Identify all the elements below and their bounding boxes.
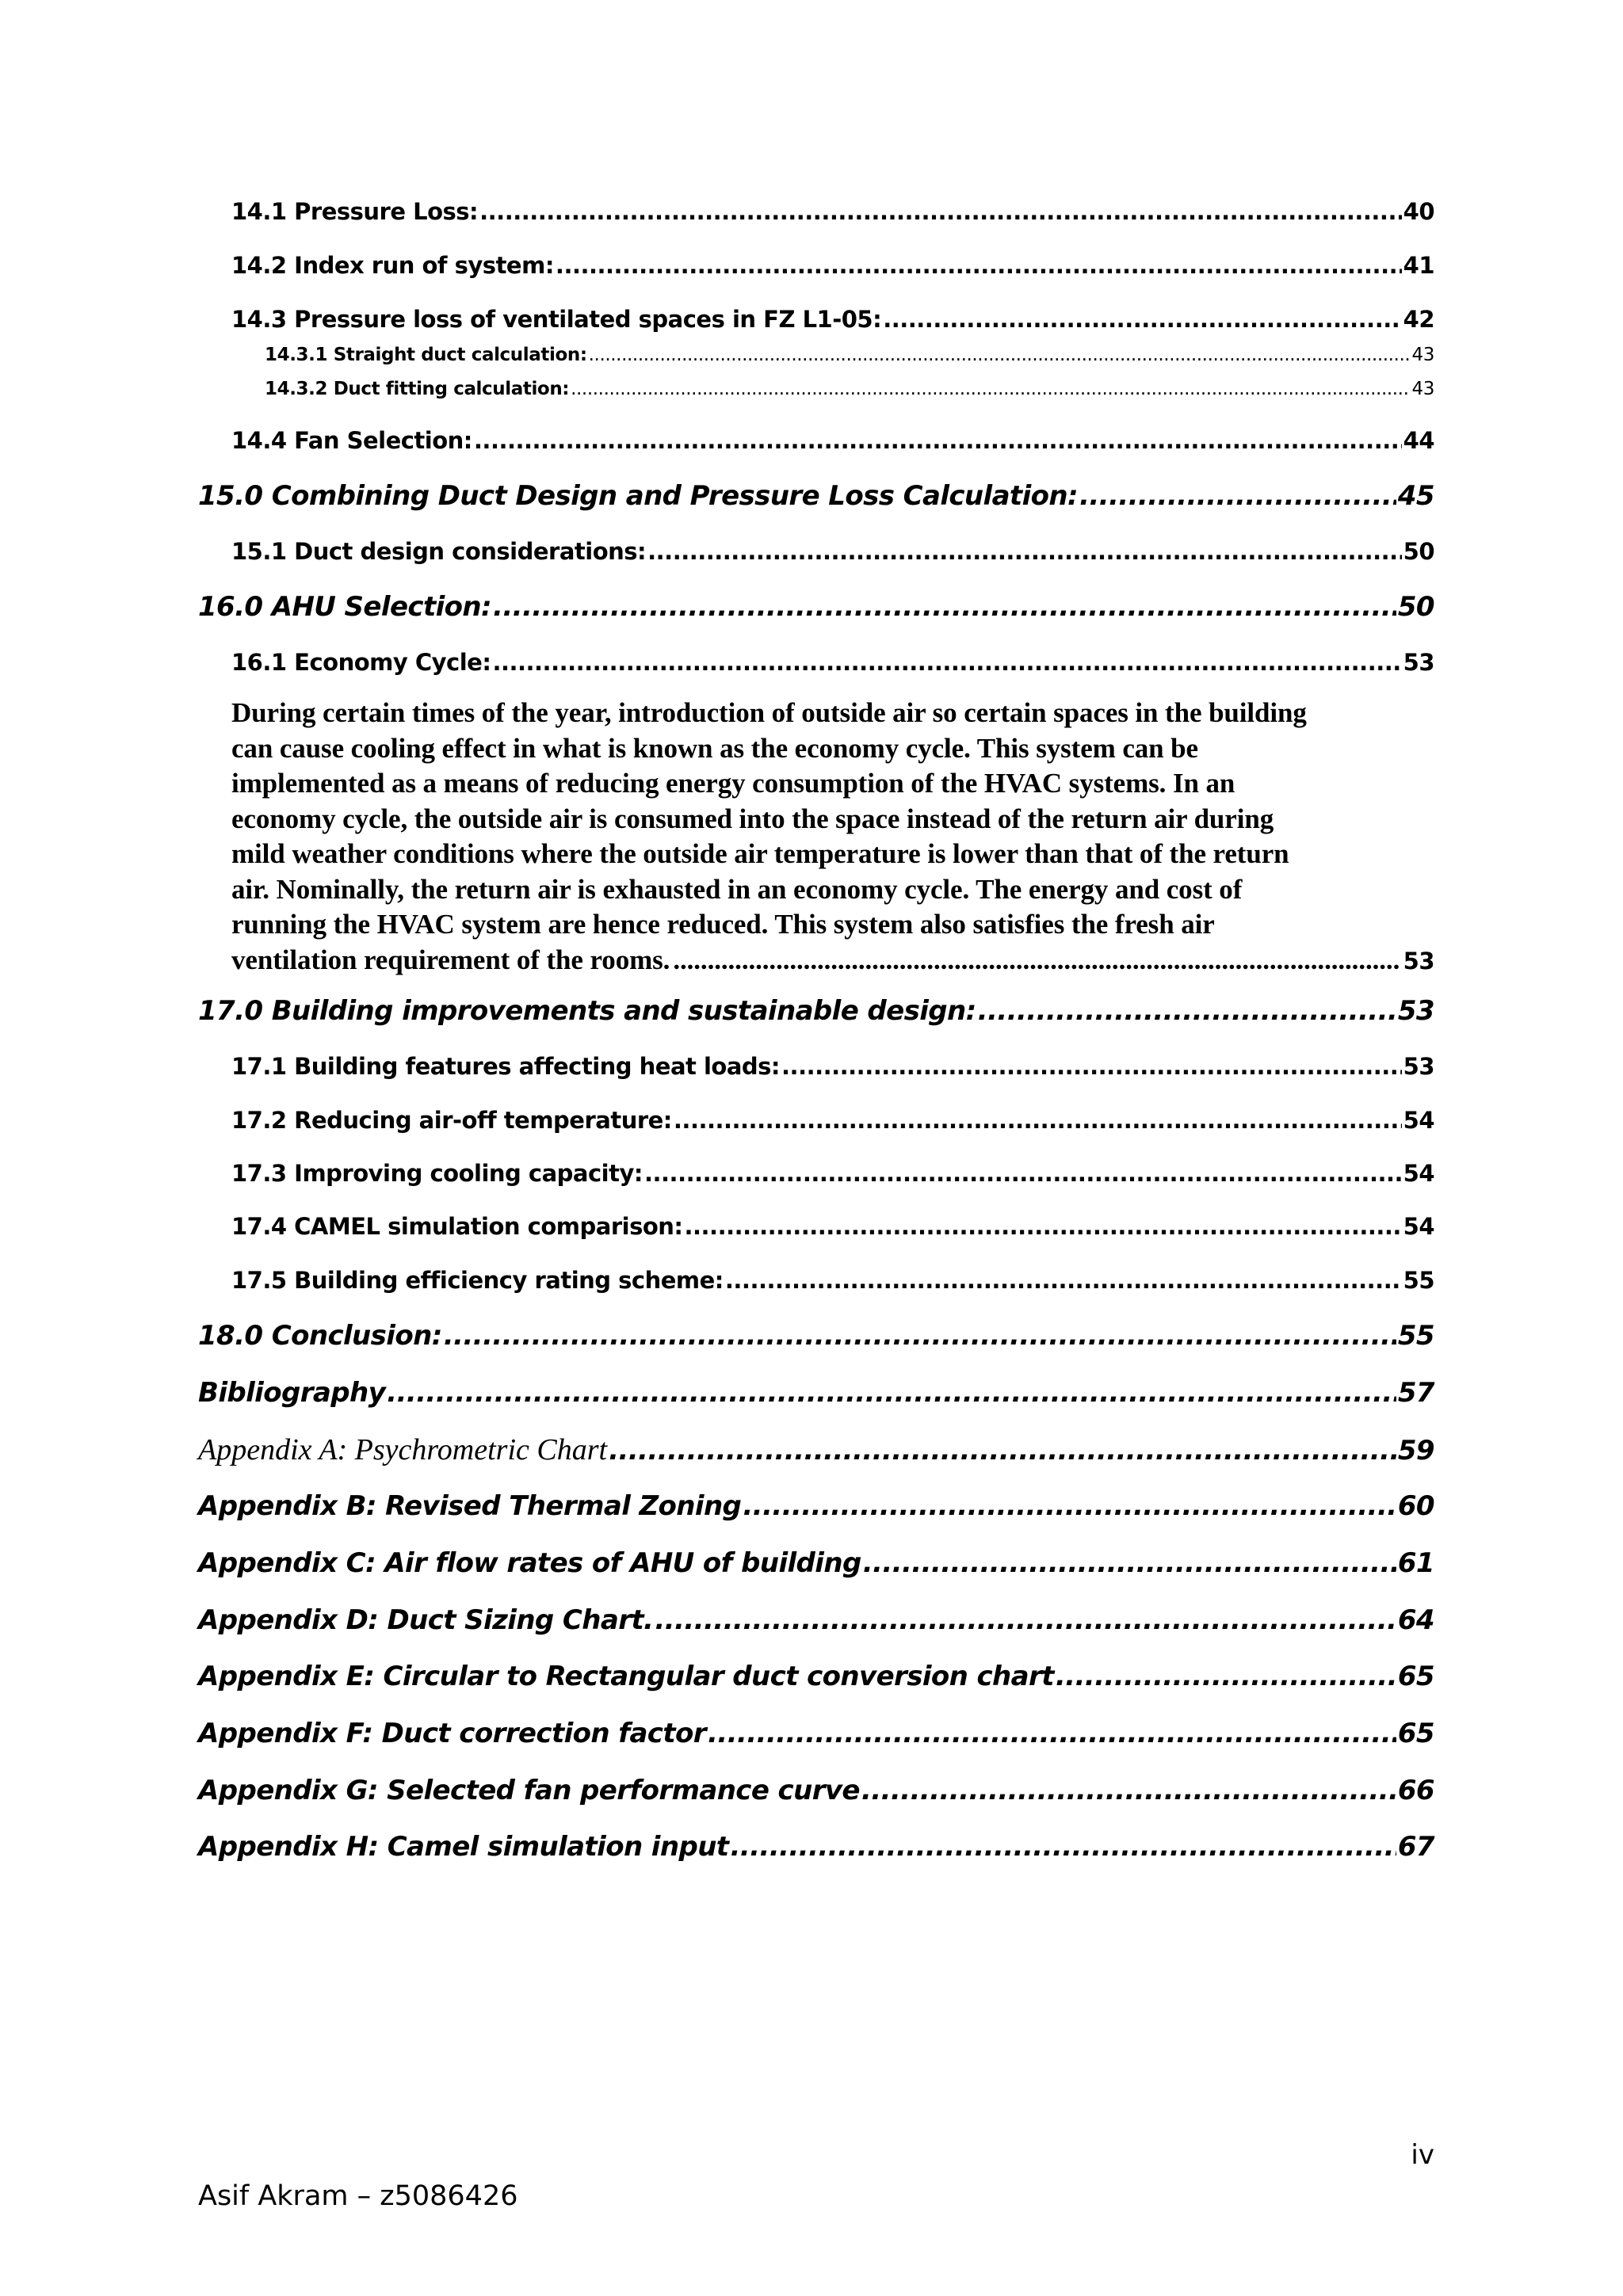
toc-entry-page: 41 bbox=[1403, 252, 1434, 279]
paragraph-line: implemented as a means of reducing energy consumption of the HVAC systems. In an bbox=[231, 768, 1235, 799]
toc-entry-page: 60 bbox=[1397, 1490, 1434, 1522]
toc-entry[interactable] bbox=[198, 427, 1434, 454]
toc-entry[interactable] bbox=[198, 345, 1434, 365]
dot-leader bbox=[444, 1320, 1396, 1352]
toc-entry-page: 45 bbox=[1397, 480, 1434, 512]
toc-entry-page: 54 bbox=[1403, 1107, 1434, 1134]
paragraph-line: mild weather conditions where the outside air temperature is lower than that of the return bbox=[231, 838, 1289, 869]
toc-entry-title: 17.4 CAMEL simulation comparison: bbox=[231, 1213, 683, 1240]
toc-entry[interactable] bbox=[198, 649, 1434, 676]
toc-entry[interactable] bbox=[198, 1547, 1434, 1579]
toc-entry-title: 16.1 Economy Cycle: bbox=[231, 649, 491, 676]
toc-entry[interactable] bbox=[198, 379, 1434, 399]
toc-entry-page: 50 bbox=[1403, 538, 1434, 565]
toc-entry-title: 14.3.1 Straight duct calculation: bbox=[265, 345, 587, 365]
footer-author: Asif Akram – z5086426 bbox=[198, 2180, 518, 2212]
dot-leader bbox=[708, 1718, 1396, 1749]
paragraph-line: During certain times of the year, introduction of outside air so certain spaces in the building bbox=[231, 697, 1307, 728]
toc-entry-page: 53 bbox=[1403, 649, 1434, 676]
toc-entry-page: 50 bbox=[1397, 591, 1434, 623]
toc-entry-title: Appendix C: Air flow rates of AHU of building bbox=[198, 1547, 861, 1579]
dot-leader bbox=[743, 1490, 1396, 1522]
toc-entry-page: 54 bbox=[1403, 1213, 1434, 1240]
dot-leader bbox=[655, 1604, 1396, 1636]
dot-leader bbox=[609, 1435, 1396, 1466]
toc-entry-title: Appendix B: Revised Thermal Zoning bbox=[198, 1490, 742, 1522]
toc-entry[interactable] bbox=[198, 1107, 1434, 1134]
dot-leader bbox=[673, 943, 1400, 978]
paragraph-line: ventilation requirement of the rooms. bbox=[231, 944, 670, 975]
toc-entry[interactable] bbox=[198, 1160, 1434, 1187]
dot-leader bbox=[387, 1377, 1396, 1409]
toc-entry-title: 18.0 Conclusion: bbox=[198, 1320, 442, 1352]
toc-entry-title: Appendix F: Duct correction factor bbox=[198, 1718, 706, 1749]
toc-entry-title: Appendix D: Duct Sizing Chart. bbox=[198, 1604, 654, 1636]
toc-entry-page: 67 bbox=[1397, 1831, 1434, 1863]
toc-entry-page: 53 bbox=[1403, 1053, 1434, 1080]
dot-leader bbox=[863, 1547, 1396, 1579]
toc-entry[interactable] bbox=[198, 1377, 1434, 1409]
toc-entry-page: 55 bbox=[1397, 1320, 1434, 1352]
toc-entry-page: 65 bbox=[1397, 1718, 1434, 1749]
toc-entry[interactable] bbox=[198, 538, 1434, 565]
toc-entry-page: 53 bbox=[1403, 947, 1434, 974]
toc-entry-title: 15.1 Duct design considerations: bbox=[231, 538, 647, 565]
toc-entry-title: 17.2 Reducing air-off temperature: bbox=[231, 1107, 672, 1134]
toc-entry-page: 42 bbox=[1403, 306, 1434, 333]
toc-entry[interactable] bbox=[198, 1213, 1434, 1240]
paragraph-line: can cause cooling effect in what is known as the economy cycle. This system can be bbox=[231, 732, 1198, 764]
toc-entry[interactable] bbox=[198, 1604, 1434, 1636]
toc-entry-title: 14.4 Fan Selection: bbox=[231, 427, 472, 454]
toc-entry-page: 54 bbox=[1403, 1160, 1434, 1187]
toc-entry-title: 16.0 AHU Selection: bbox=[198, 591, 492, 623]
toc-entry-page: 66 bbox=[1397, 1775, 1434, 1806]
dot-leader bbox=[571, 379, 1410, 399]
toc-entry-title: 14.1 Pressure Loss: bbox=[231, 198, 479, 225]
dot-leader bbox=[1056, 1661, 1396, 1692]
dot-leader bbox=[479, 198, 1402, 225]
page-number: iv bbox=[1411, 2139, 1434, 2171]
toc-entry[interactable] bbox=[198, 1490, 1434, 1522]
toc-entry[interactable] bbox=[198, 1831, 1434, 1863]
toc-entry-title: 14.2 Index run of system: bbox=[231, 252, 554, 279]
toc-entry[interactable] bbox=[198, 1775, 1434, 1806]
toc-entry-page: 59 bbox=[1397, 1435, 1434, 1466]
toc-entry-page: 65 bbox=[1397, 1661, 1434, 1692]
toc-entry-title: Bibliography bbox=[198, 1377, 386, 1409]
dot-leader bbox=[685, 1213, 1402, 1240]
toc-entry-page: 40 bbox=[1403, 198, 1434, 225]
toc-entry[interactable] bbox=[198, 198, 1434, 225]
dot-leader bbox=[589, 345, 1411, 365]
toc-entry-page: 57 bbox=[1397, 1377, 1434, 1409]
toc-entry-title: 17.5 Building efficiency rating scheme: bbox=[231, 1267, 724, 1294]
dot-leader bbox=[978, 995, 1396, 1027]
dot-leader bbox=[730, 1831, 1396, 1863]
toc-entry-title: Appendix G: Selected fan performance curve bbox=[198, 1775, 860, 1806]
toc-entry-title: Appendix A: Psychrometric Chart bbox=[198, 1433, 608, 1466]
toc-entry[interactable] bbox=[198, 1320, 1434, 1352]
dot-leader bbox=[644, 1160, 1402, 1187]
toc-entry[interactable] bbox=[198, 252, 1434, 279]
toc-entry-page: 64 bbox=[1397, 1604, 1434, 1636]
paragraph-line: running the HVAC system are hence reduced. This system also satisfies the fresh air bbox=[231, 909, 1215, 940]
toc-entry-title: 17.3 Improving cooling capacity: bbox=[231, 1160, 643, 1187]
toc-entry-paragraph[interactable] bbox=[231, 696, 1434, 978]
toc-entry-page: 44 bbox=[1403, 427, 1434, 454]
paragraph-line: economy cycle, the outside air is consumed into the space instead of the return air during bbox=[231, 803, 1274, 834]
dot-leader bbox=[781, 1053, 1402, 1080]
toc-entry[interactable] bbox=[198, 1432, 1434, 1467]
toc-entry[interactable] bbox=[198, 1053, 1434, 1080]
dot-leader bbox=[1079, 480, 1396, 512]
dot-leader bbox=[492, 649, 1401, 676]
toc-entry-title: Appendix H: Camel simulation input bbox=[198, 1831, 729, 1863]
toc-entry[interactable] bbox=[198, 1267, 1434, 1294]
dot-leader bbox=[474, 427, 1402, 454]
toc-entry[interactable] bbox=[198, 1661, 1434, 1692]
toc-entry-page: 43 bbox=[1411, 379, 1434, 399]
dot-leader bbox=[725, 1267, 1402, 1294]
toc-entry-title: 14.3 Pressure loss of ventilated spaces in FZ L1-05: bbox=[231, 306, 882, 333]
toc-entry-title: Appendix E: Circular to Rectangular duct conversion chart bbox=[198, 1661, 1054, 1692]
toc-entry-title: 14.3.2 Duct fitting calculation: bbox=[265, 379, 570, 399]
toc-entry-title: 15.0 Combining Duct Design and Pressure Loss Calculation: bbox=[198, 480, 1078, 512]
toc-entry-title: 17.1 Building features affecting heat loads: bbox=[231, 1053, 781, 1080]
toc-entry[interactable] bbox=[198, 591, 1434, 623]
dot-leader bbox=[883, 306, 1401, 333]
paragraph-line: air. Nominally, the return air is exhausted in an economy cycle. The energy and cost of bbox=[231, 873, 1243, 905]
dot-leader bbox=[861, 1775, 1396, 1806]
toc-entry-page: 53 bbox=[1397, 995, 1434, 1027]
toc-entry[interactable] bbox=[198, 306, 1434, 333]
toc-entry-page: 43 bbox=[1411, 345, 1434, 365]
toc-entry-page: 55 bbox=[1403, 1267, 1434, 1294]
dot-leader bbox=[647, 538, 1402, 565]
toc-entry[interactable] bbox=[198, 995, 1434, 1027]
toc-entry-title: 17.0 Building improvements and sustainable design: bbox=[198, 995, 976, 1027]
toc-entry-page: 61 bbox=[1397, 1547, 1434, 1579]
dot-leader bbox=[556, 252, 1402, 279]
paragraph-last-line bbox=[231, 943, 1434, 979]
toc-entry[interactable] bbox=[198, 480, 1434, 512]
dot-leader bbox=[674, 1107, 1402, 1134]
toc-entry[interactable] bbox=[198, 1718, 1434, 1749]
dot-leader bbox=[493, 591, 1396, 623]
